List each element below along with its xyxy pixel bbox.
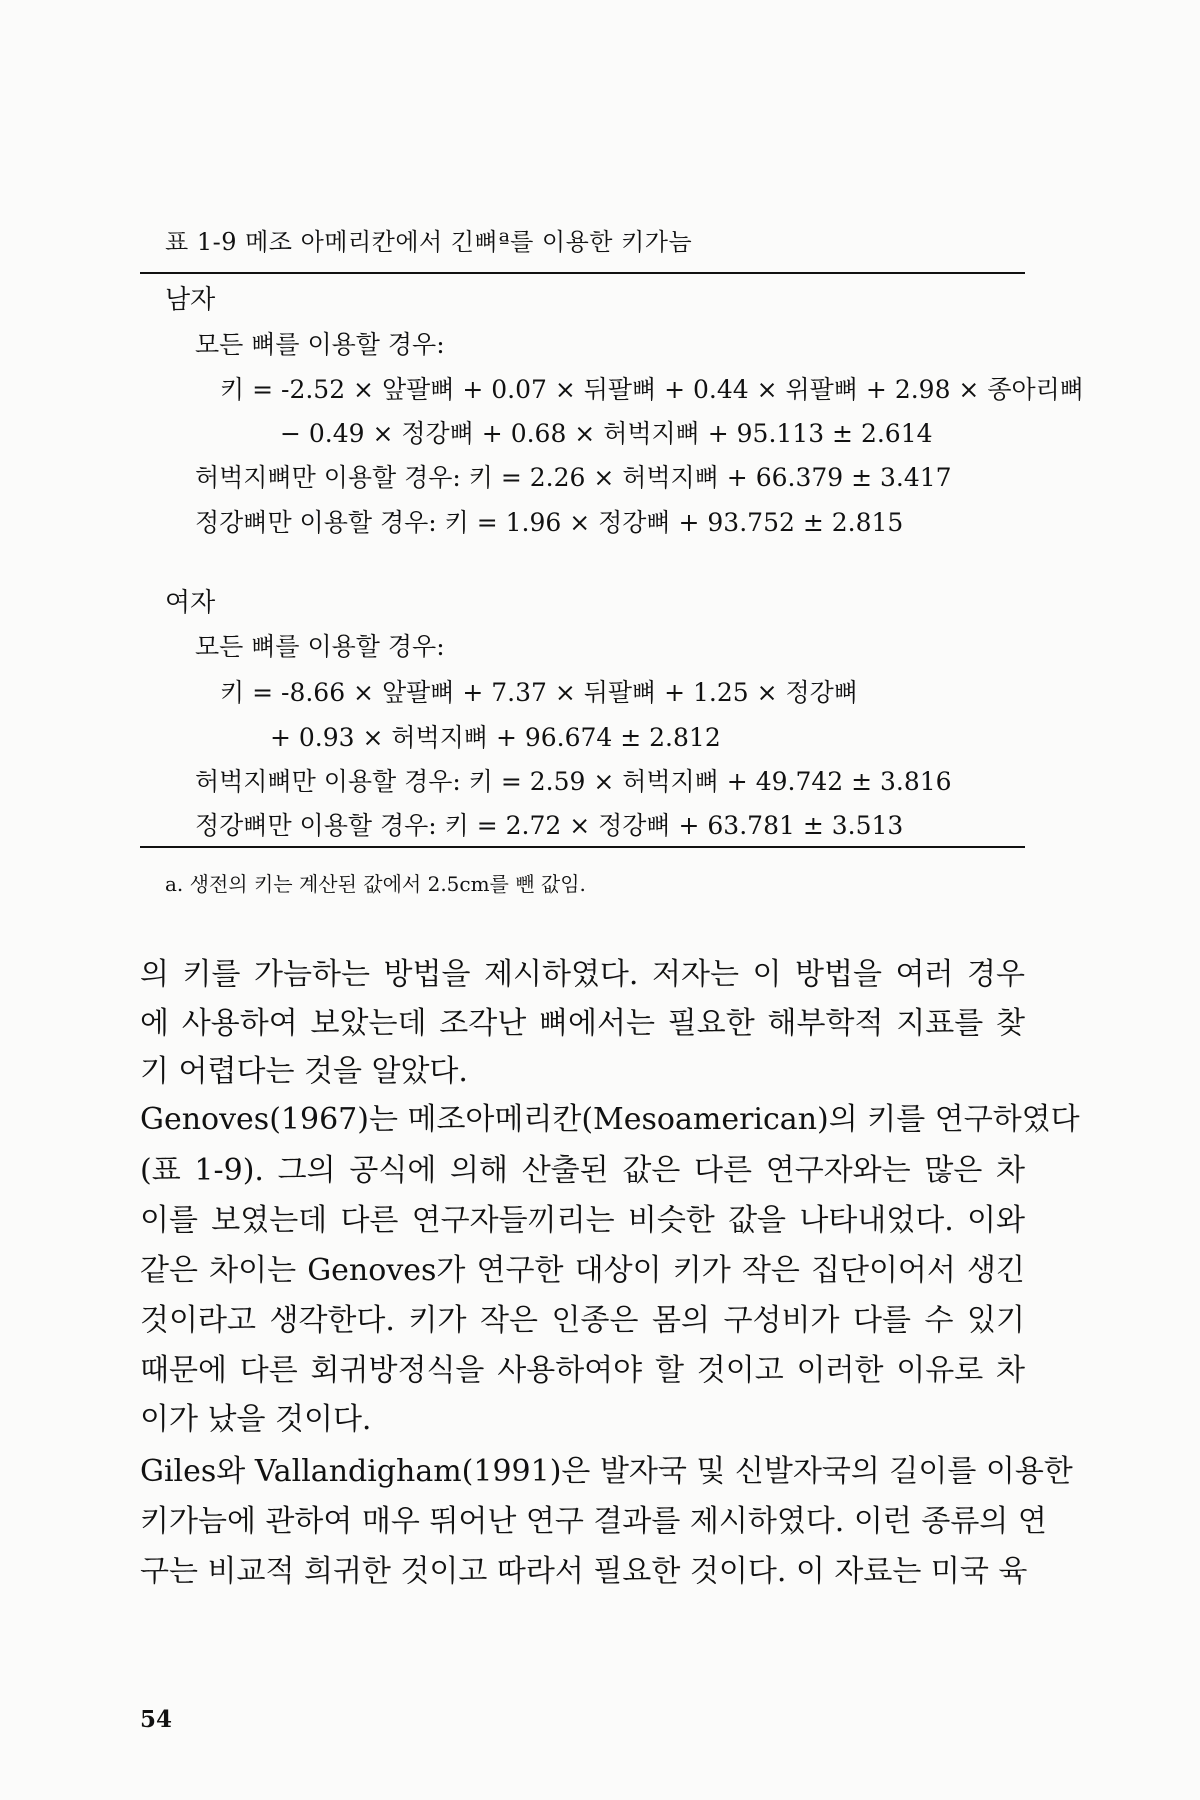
body-line: 같은 차이는 Genoves가 연구한 대상이 키가 작은 집단이어서 생긴 bbox=[140, 1253, 1025, 1288]
table-footnote: a. 생전의 키는 계산된 값에서 2.5cm를 뺀 값임. bbox=[165, 872, 586, 896]
female-tibia-only-formula: 정강뼈만 이용할 경우: 키 = 2.72 × 정강뼈 + 63.781 ± 3.513 bbox=[195, 811, 904, 840]
table-top-rule bbox=[140, 272, 1025, 274]
male-group-label: 남자 bbox=[165, 285, 216, 315]
body-line: 구는 비교적 희귀한 것이고 따라서 필요한 것이다. 이 자료는 미국 육 bbox=[140, 1554, 1028, 1589]
body-line: 이를 보였는데 다른 연구자들끼리는 비슷한 값을 나타내었다. 이와 bbox=[140, 1203, 1025, 1238]
male-all-bones-formula-2: − 0.49 × 정강뼈 + 0.68 × 허벅지뼈 + 95.113 ± 2.614 bbox=[280, 419, 933, 448]
body-line: 에 사용하여 보았는데 조각난 뼈에서는 필요한 해부학적 지표를 찾 bbox=[140, 1006, 1025, 1041]
body-line: Giles와 Vallandigham(1991)은 발자국 및 신발자국의 길이를 이용한 bbox=[140, 1454, 1073, 1489]
body-line: Genoves(1967)는 메조아메리칸(Mesoamerican)의 키를 연구하였다 bbox=[140, 1102, 1080, 1137]
table-caption: 표 1-9 메조 아메리칸에서 긴뼈ª를 이용한 키가늠 bbox=[165, 228, 693, 256]
male-tibia-only-formula: 정강뼈만 이용할 경우: 키 = 1.96 × 정강뼈 + 93.752 ± 2.815 bbox=[195, 508, 904, 537]
female-all-bones-formula-1: 키 = -8.66 × 앞팔뼈 + 7.37 × 뒤팔뼈 + 1.25 × 정강뼈 bbox=[220, 678, 858, 707]
male-all-bones-formula-1: 키 = -2.52 × 앞팔뼈 + 0.07 × 뒤팔뼈 + 0.44 × 위팔뼈 + 2.98 × 종아리뼈 bbox=[220, 375, 1084, 404]
body-line: 키가늠에 관하여 매우 뛰어난 연구 결과를 제시하였다. 이런 종류의 연 bbox=[140, 1504, 1047, 1539]
female-group-label: 여자 bbox=[165, 588, 216, 618]
body-line: 것이라고 생각한다. 키가 작은 인종은 몸의 구성비가 다를 수 있기 bbox=[140, 1303, 1025, 1338]
page-number: 54 bbox=[140, 1706, 173, 1733]
body-line: 이가 났을 것이다. bbox=[140, 1402, 372, 1437]
female-all-bones-formula-2: + 0.93 × 허벅지뼈 + 96.674 ± 2.812 bbox=[270, 723, 721, 752]
body-line: 의 키를 가늠하는 방법을 제시하였다. 저자는 이 방법을 여러 경우 bbox=[140, 957, 1025, 992]
body-line: (표 1-9). 그의 공식에 의해 산출된 값은 다른 연구자와는 많은 차 bbox=[140, 1153, 1025, 1188]
female-femur-only-formula: 허벅지뼈만 이용할 경우: 키 = 2.59 × 허벅지뼈 + 49.742 ± 3.816 bbox=[195, 767, 952, 796]
male-femur-only-formula: 허벅지뼈만 이용할 경우: 키 = 2.26 × 허벅지뼈 + 66.379 ± 3.417 bbox=[195, 463, 952, 492]
male-all-bones-label: 모든 뼈를 이용할 경우: bbox=[195, 330, 445, 359]
body-line: 때문에 다른 회귀방정식을 사용하여야 할 것이고 이러한 이유로 차 bbox=[140, 1353, 1025, 1388]
body-line: 기 어렵다는 것을 알았다. bbox=[140, 1054, 468, 1089]
table-bottom-rule bbox=[140, 846, 1025, 848]
female-all-bones-label: 모든 뼈를 이용할 경우: bbox=[195, 632, 445, 661]
